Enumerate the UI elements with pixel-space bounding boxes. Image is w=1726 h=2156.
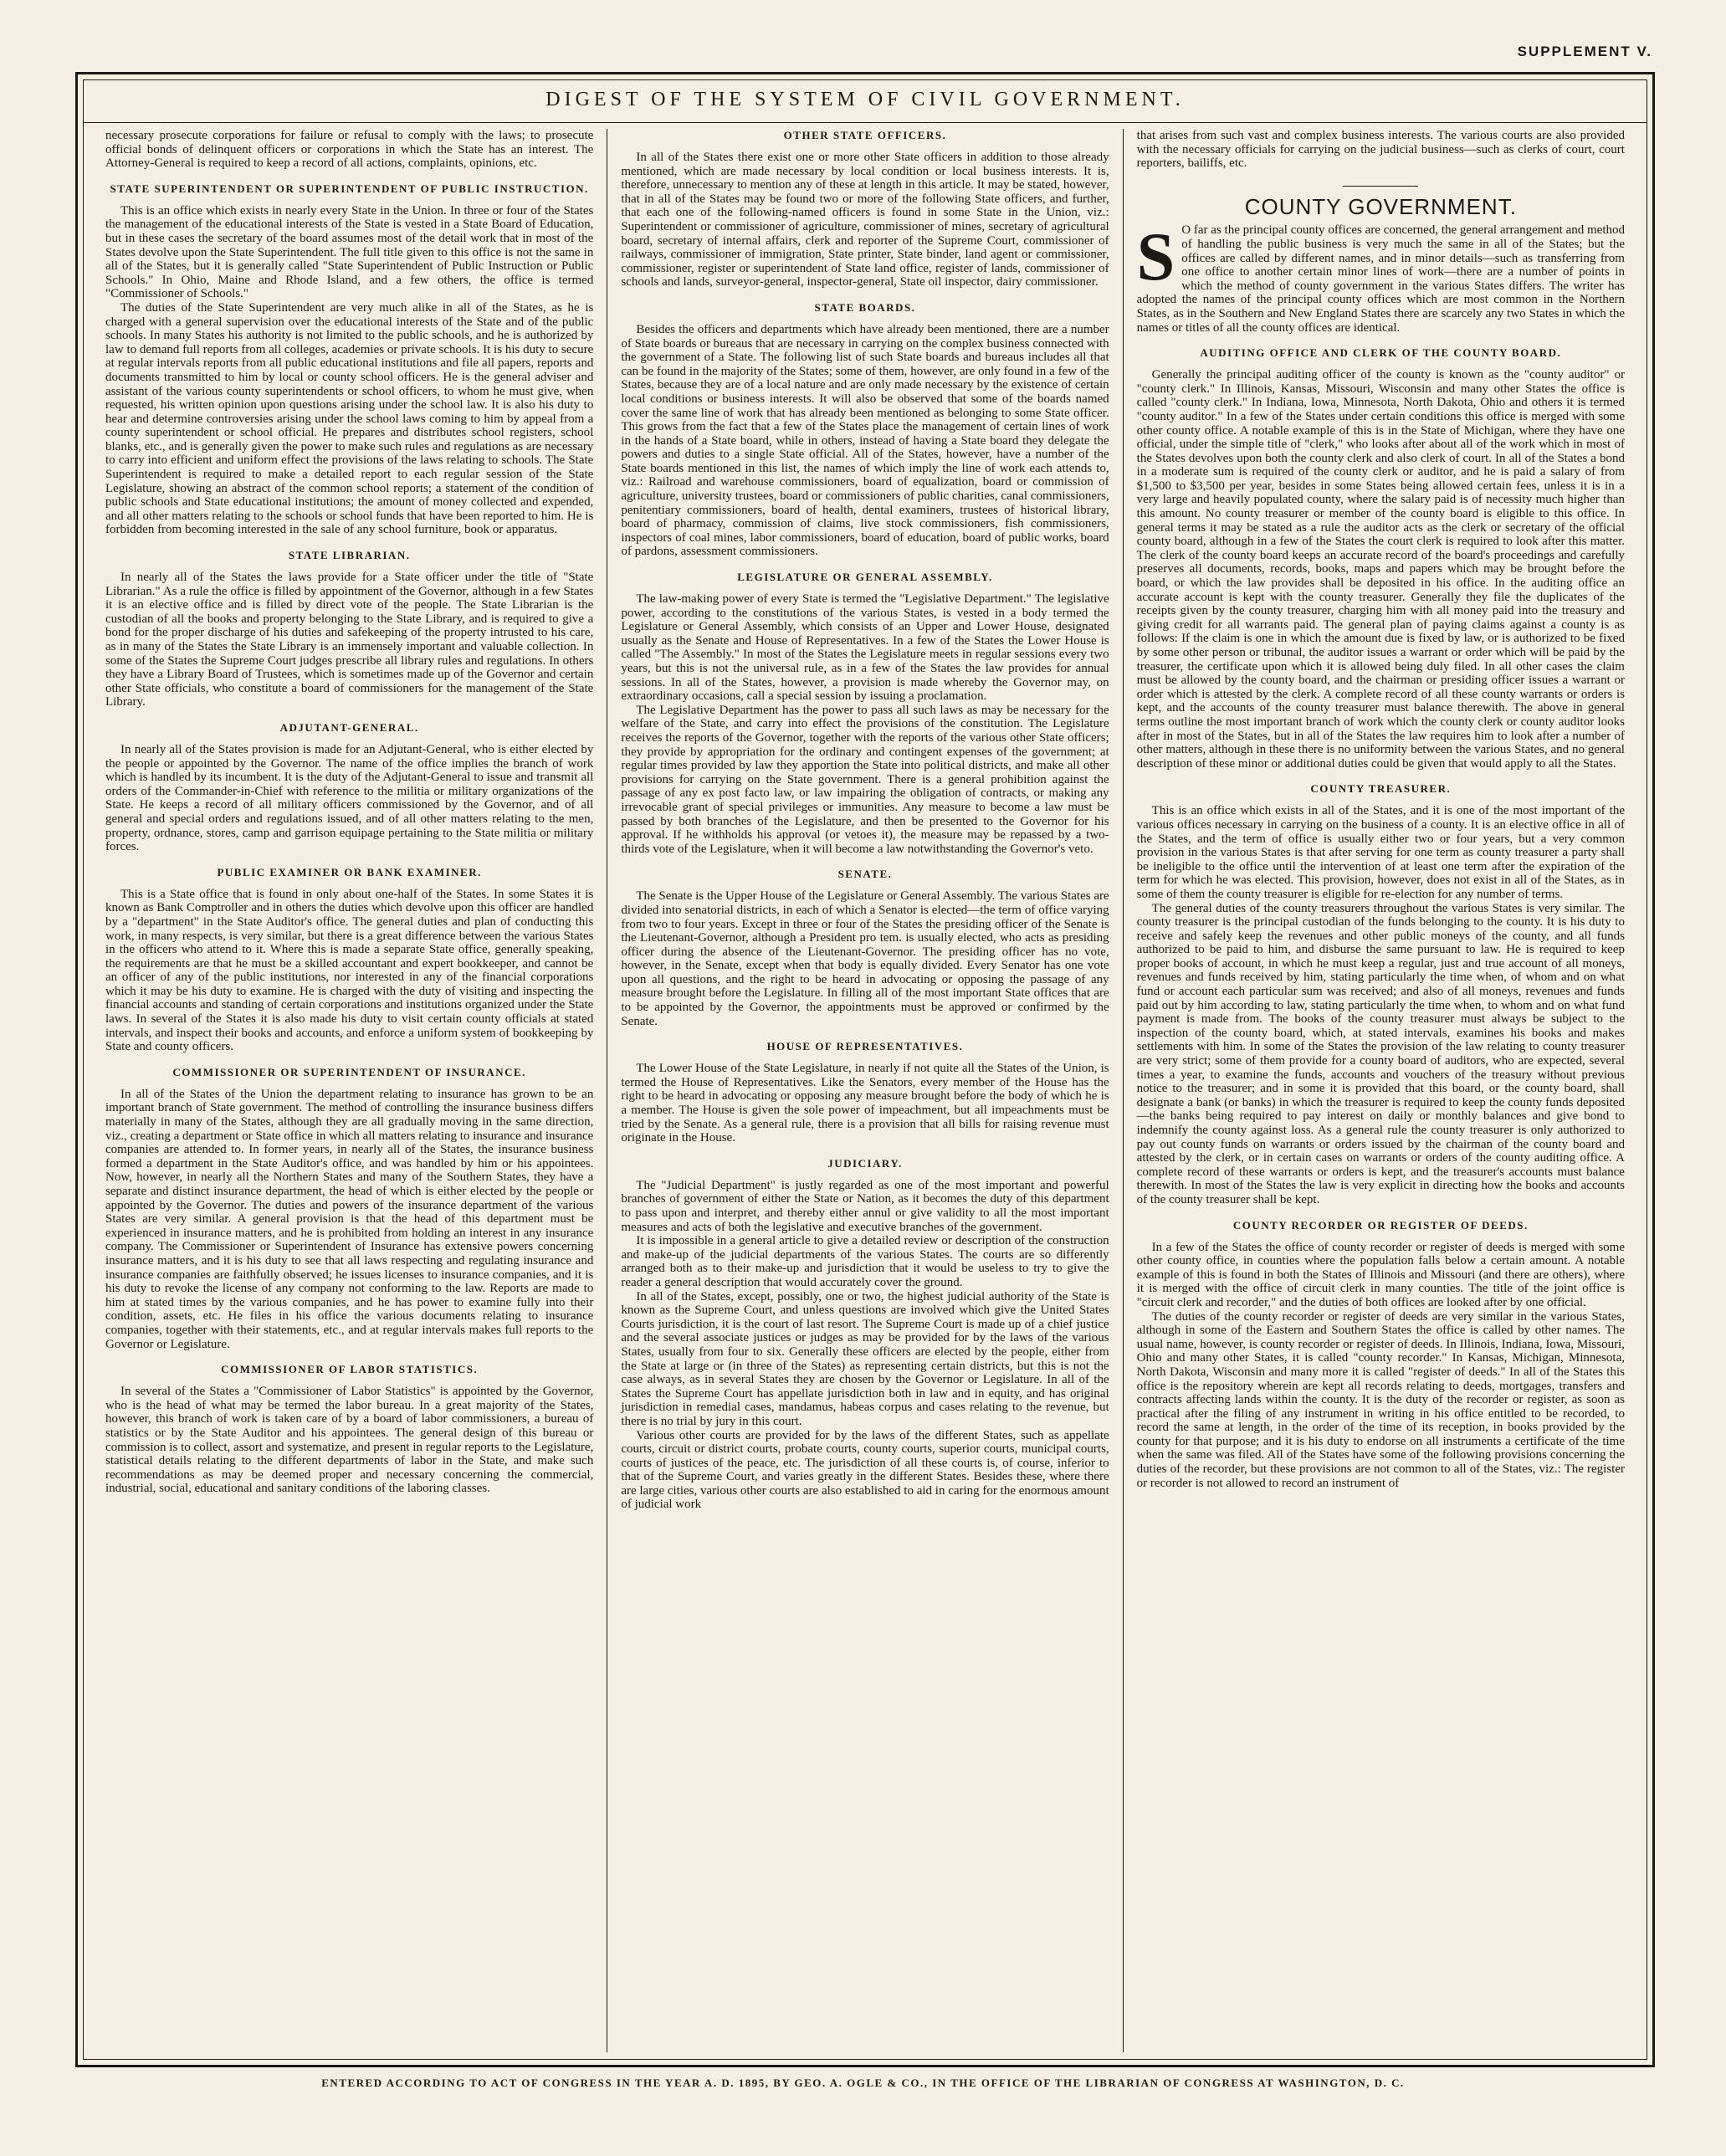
col3-paragraph: The general duties of the county treasurers throughout the various States is very similar. The county treasurer is the principal custodian of the funds belonging to the county. It is his duty to receive and safely keep the revenues and other public moneys of the county, and all funds authorized to be paid to him, and disburse the same pursuant to law. He is required to keep proper books of account, in which he must keep a regular, just and true account of all moneys, revenues and funds received by him, stating particularly the time when, of whom and on what fund or account each particular sum was received; and also of all moneys, revenues and funds paid out by him according to law, stating particularly the time when, to whom and on what fund payment is made from. The books of the county treasurer must always be subject to the inspection of the county board, which, at stated intervals, examines his books and makes settlements with him. In some of the States the provision of the law relating to county treasurer are very strict; some of them provide for a county board of auditors, who are expected, several times a year, to examine the funds, accounts and vouchers of the treasury without previous notice to the treasurer; and in some it is provided that this board, or the county board, shall designate a bank (or banks) in which the treasurer is required to keep the county funds deposited—the banks being required to pay interest on daily or monthly balances and give bond to indemnify the county against loss. As a general rule the county treasurer is only authorized to pay out county funds on warrants or orders issued by the chairman of the county board and attested by the clerk, or in certain cases on warrants or orders of the county auditing office. A complete record of these warrants or orders is kept, and the treasurer's accounts must balance therewith. In most of the States the law is very explicit in directing how the books and accounts of the county treasurer shall be kept. <box>1136 901 1625 1206</box>
col2-paragraph: The Senate is the Upper House of the Legislature or General Assembly. The various States are divided into senatorial districts, in each of which a Senator is elected—the term of office varying from two to four years. Except in three or four of the States the presiding officer of the Senate is the Lieutenant-Governor, although a President pro tem. is usually elected, who acts as presiding officer during the absence of the Lieutenant-Governor. The presiding officer has no vote, however, in the Senate, except when that body is equally divided. Every Senator has one vote upon all questions, and the right to be heard in advocating or opposing the passage of any measure brought before the Legislature. In filling all of the most important State offices that are to be appointed by the Governor, the appointments must be approved or confirmed by the Senate. <box>621 889 1109 1028</box>
page-frame <box>75 72 1655 2067</box>
col1-paragraph: In nearly all of the States the laws provide for a State officer under the title of "State Librarian." As a rule the office is filled by appointment of the Governor, although in a few States it is an elective office and is filled by direct vote of the people. The State Librarian is the custodian of all the books and property belonging to the State Library, and is required to give a bond for the proper discharge of his duties and safekeeping of the property intrusted to his care, as in many of the States the State Library is an immensely important and valuable collection. In some of the States the Supreme Court judges prescribe all library rules and regulations. In others they have a Library Board of Trustees, which is sometimes made up of the Governor and certain other State officials, who constitute a board of commissioners for the management of the State Library. <box>105 571 594 709</box>
col2-paragraph: The Lower House of the State Legislature, in nearly if not quite all the States of the Union, is termed the House of Representatives. Like the Senators, every member of the House has the right to be heard in advocating or opposing any measure brought before the body of which he is a member. The House is given the sole power of impeachment, but all impeachments must be tried by the Senate. As a general rule, there is a provision that all bills for raising revenue must originate in the House. <box>621 1062 1109 1145</box>
col3-opening-text: O far as the principal county offices are concerned, the general arrangement and method of handling the public business is very much the same in all of the States; but the offices are called by different names, and in minor details—such as transferring from one office to another certain minor lines of work—there are a number of points in which the method of county government in the various States differs. The writer has adopted the names of the principal county offices which are most common in the Northern States, as in the Southern and New England States there are scarcely any two States in which the names or titles of all the county offices are identical. <box>1136 223 1625 335</box>
heading-labor-statistics: COMMISSIONER OF LABOR STATISTICS. <box>221 1363 479 1376</box>
col2-paragraph: It is impossible in a general article to give a detailed review or description of the construction and make-up of the judicial departments of the various States. The courts are so differently arranged both as to their make-up and jurisdiction that it would be useless to try to give the reader a general description that would accurately cover the ground. <box>621 1234 1109 1289</box>
heading-senate: SENATE. <box>837 868 893 881</box>
col3-opening-paragraph <box>1136 218 1625 335</box>
column-2 <box>607 129 1122 2052</box>
heading-public-examiner: PUBLIC EXAMINER OR BANK EXAMINER. <box>217 865 482 878</box>
columns <box>92 129 1638 2052</box>
col2-paragraph: Various other courts are provided for by the laws of the different States, such as appellate courts, circuit or district courts, probate courts, county courts, superior courts, municipal courts, courts of justices of the peace, etc. The jurisdiction of all these courts is, of course, inferior to that of the Supreme Court, and varies greatly in the different States. Besides these, where there are large cities, various other courts are also established to aid in caring for the enormous amount of judicial work <box>621 1428 1109 1512</box>
heading-auditing-office: AUDITING OFFICE AND CLERK OF THE COUNTY BOARD. <box>1200 346 1562 360</box>
heading-insurance: COMMISSIONER OR SUPERINTENDENT OF INSURANCE. <box>172 1065 526 1078</box>
heading-house: HOUSE OF REPRESENTATIVES. <box>766 1040 964 1053</box>
heading-state-superintendent: STATE SUPERINTENDENT OR SUPERINTENDENT OF PUBLIC INSTRUCTION. <box>110 182 589 195</box>
col1-paragraph: In nearly all of the States provision is made for an Adjutant-General, who is either elected by the people or appointed by the Governor. The name of the office implies the branch of work which is handled by its incumbent. It is the duty of the Adjutant-General to issue and transmit all orders of the Commander-in-Chief with reference to the militia or military organizations of the State. He keeps a record of all military officers commissioned by the Governor, and of all general and special orders and regulations issued, and of all other matters relating to the men, property, ordnance, stores, camp and garrison equipage pertaining to the State militia or military forces. <box>105 742 594 854</box>
copyright-footer: ENTERED ACCORDING TO ACT OF CONGRESS IN THE YEAR A. D. 1895, BY GEO. A. OGLE & CO., IN THE OFFICE OF THE LIBRARIAN OF CONGRESS AT WASHINGTON, D. C. <box>321 2077 1405 2089</box>
col3-paragraph: This is an office which exists in all of the States, and it is one of the most important of the various offices necessary in carrying on the business of a county. It is an elective office in all of the States, and the term of office is usually either two or four years, but a very common provision in the various States is that after serving for one term as county treasurer a party shall be ineligible to the office until the intervention of at least one term after the expiration of the term for which he was elected. This provision, however, does not exist in all of the States, as in some of them the county treasurer is eligible for re-election for any number of terms. <box>1136 804 1625 901</box>
heading-judiciary: JUDICIARY. <box>827 1156 903 1170</box>
column-3 <box>1123 129 1638 2052</box>
heading-county-treasurer: COUNTY TREASURER. <box>1310 782 1452 796</box>
heading-state-librarian: STATE LIBRARIAN. <box>288 549 411 562</box>
heading-other-state-officers: OTHER STATE OFFICERS. <box>783 129 947 141</box>
col3-intro: that arises from such vast and complex business interests. The various courts are also provided with the necessary officials for carrying on the judicial business—such as clerks of court, court reporters, bailiffs, etc. <box>1136 129 1625 171</box>
supplement-label: SUPPLEMENT V. <box>1517 44 1652 59</box>
col3-paragraph: Generally the principal auditing officer of the county is known as the "county auditor" or "county clerk." In Illinois, Kansas, Missouri, Wisconsin and many other States the office is called "county clerk." In Indiana, Iowa, Minnesota, North Dakota, Ohio and others it is termed "county auditor." In a few of the States under certain conditions this office is merged with some other county office. A notable example of this is in the State of Michigan, where they have one official, under the simple title of "clerk," who looks after about all of the work which in most of the States devolves upon both the county clerk and also clerk of court. In all of the States a bond in a moderate sum is required of the county clerk or auditor, and he is paid a salary of from $1,500 to $3,500 per year, besides in some States being allowed certain fees, unless it is in a very large and heavily populated county, where the salary paid is of necessity much higher than this amount. No county treasurer or member of the county board is eligible to this office. In general terms it may be stated as a rule the auditor acts as the clerk or secretary of the official county board, although in a few of the States the court clerk is required to look after this matter. The clerk of the county board keeps an accurate record of the board's proceedings and carefully preserves all documents, records, books, maps and papers which may be brought before the board, or which the law provides shall be deposited in his office. In the auditing office an accurate account is kept with the county treasurer. Generally they file the duplicates of the receipts given by the county treasurer, charging him with all money paid into the treasury and giving credit for all warrants paid. The general plan of paying claims against a county is as follows: If the claim is one in which the amount due is fixed by law, or is authorized to be fixed by some other person or tribunal, the auditor issues a warrant or order which will be paid by the treasurer, the certificate upon which it is allowed being duly filed. In all other cases the claim must be allowed by the county board, and the chairman or presiding officer issues a warrant or order which is attested by the clerk. A complete record of all these county warrants or orders is kept, and the accounts of the county treasurer must balance therewith. The above in general terms outline the most important branch of work which the county clerk or county auditor looks after in most of the States, but in all of the States the law requires him to look after a number of other matters, although in these there is no uniformity between the various States, and no general description of these minor or additional duties could be given that would apply to all the States. <box>1136 368 1625 771</box>
page-frame-inner <box>83 79 1647 2060</box>
page-title: DIGEST OF THE SYSTEM OF CIVIL GOVERNMENT. <box>545 89 1185 110</box>
col1-intro: necessary prosecute corporations for failure or refusal to comply with the laws; to prosecute official bonds of delinquent officers or corporations in which the State has an interest. The Attorney-General is required to keep a record of all actions, complaints, opinions, etc. <box>105 129 594 171</box>
heading-county-recorder: COUNTY RECORDER OR REGISTER OF DEEDS. <box>1232 1218 1529 1232</box>
heading-adjutant-general: ADJUTANT-GENERAL. <box>279 720 419 734</box>
section-divider <box>1343 186 1418 187</box>
heading-state-boards: STATE BOARDS. <box>814 300 916 314</box>
title-rule <box>84 122 1647 123</box>
column-1 <box>92 129 607 2052</box>
col2-paragraph: The Legislative Department has the power to pass all such laws as may be necessary for the welfare of the State, and carry into effect the provisions of the constitution. The Legislature receives the reports of the Governor, together with the reports of the various other State officers; they provide by appropriation for the ordinary and contingent expenses of the government; at regular times provided by law they apportion the State into political districts, and make all other provisions for carrying on the State government. There is a general prohibition against the passage of any ex post facto law, or law impairing the obligation of contracts, or making any irrevocable grant of special privileges or immunities. Any measure to become a law must be passed by both branches of the Legislature, and then be presented to the Governor for his approval. If he withholds his approval (or vetoes it), the measure may be repassed by a two-thirds vote of the Legislature, when it will become a law notwithstanding the Governor's veto. <box>621 703 1109 856</box>
col3-paragraph: In a few of the States the office of county recorder or register of deeds is merged with some other county office, in counties where the population falls below a certain amount. A notable example of this is found in both the States of Illinois and Missouri (and there are others), where it is merged with the office of circuit clerk in many counties. The title of the joint office is "circuit clerk and recorder," and the duties of both offices are looked after by one official. <box>1136 1240 1625 1309</box>
col2-paragraph: The "Judicial Department" is justly regarded as one of the most important and powerful branches of government of either the State or Nation, as it becomes the duty of this department to pass upon and interpret, and thereby either annul or give validity to all the most important measures and acts of both the legislative and executive branches of the government. <box>621 1178 1109 1234</box>
col1-paragraph: In all of the States of the Union the department relating to insurance has grown to be an important branch of State government. The method of controlling the insurance business differs materially in many of the States, although they are all gradually moving in the same direction, viz., creating a department or State office in which all matters relating to insurance and insurance companies are attended to. In former years, in nearly all of the States, the insurance business formed a department in the State Auditor's office, and was handled by him or his appointees. Now, however, in nearly all the Northern States and many of the Southern States, they have a separate and distinct insurance department, the head of which is either elected by the people or appointed by the Governor. The duties and powers of the insurance department of the various States are very similar. A general provision is that the head of this department must be experienced in insurance matters, and he is prohibited from holding an interest in any insurance company. The Commissioner or Superintendent of Insurance has extensive powers concerning insurance matters, and it is his duty to see that all laws respecting and regulating insurance and insurance companies are faithfully observed; he issues licenses to insurance companies, and it is his duty to revoke the license of any company not conforming to the law. Reports are made to him at stated times by the various companies, and he has power to examine fully into their condition, assets, etc. He files in his office the various documents relating to insurance companies, together with their statements, etc., and at regular intervals makes full reports to the Governor or Legislature. <box>105 1087 594 1351</box>
col1-paragraph: This is an office which exists in nearly every State in the Union. In three or four of the States the management of the educational interests of the State is vested in a State Board of Education, but in these cases the secretary of the board assumes most of the detail work that in most of the States devolve upon the State Superintendent. The full title given to this office is not the same in all of the States, but it is generally called "State Superintendent of Public Instruction or Public Schools." In Ohio, Maine and Rhode Island, and a few others, the office is termed "Commissioner of Schools." <box>105 203 594 301</box>
heading-county-government: COUNTY GOVERNMENT. <box>1244 193 1517 219</box>
col2-paragraph: In all of the States there exist one or more other State officers in addition to those already mentioned, which are made necessary by local condition or local business interests. It is, therefore, unnecessary to mention any of these at length in this article. It may be stated, however, that in all of the States may be found two or more of the following State officers, and further, that each one of the following-named officers is found in some State in the Union, viz.: Superintendent or commissioner of agriculture, commissioner of mines, secretary of agricultural board, secretary of internal affairs, clerk and reporter of the Supreme Court, commissioner of railways, commissioner of immigration, State printer, State binder, land agent or commissioner, commissioner, register or superintendent of State land office, register of lands, commissioner of schools and lands, surveyor-general, inspector-general, State oil inspector, dairy commissioner. <box>621 151 1109 289</box>
col3-paragraph: The duties of the county recorder or register of deeds are very similar in the various States, although in some of the Eastern and Southern States the office is called by other names. The usual name, however, is county recorder or register of deeds. In Illinois, Indiana, Iowa, Missouri, Ohio and many other States, it is called "county recorder." In Kansas, Michigan, Minnesota, North Dakota, Wisconsin and many more it is called "register of deeds." In all of the States this office is the repository wherein are kept all records relating to deeds, mortgages, transfers and contracts affecting lands within the county. It is the duty of the recorder or register, as soon as practical after the filing of any instrument in writing in his office entitled to be recorded, to record the same at length, in the order of the time of its reception, in books provided by the county for that purpose; and it is his duty to endorse on all instruments a certificate of the time when the same was filed. All of the States have some of the following provisions concerning the duties of the recorder, but these provisions are not common to all of the States, viz.: The register or recorder is not allowed to record an instrument of <box>1136 1309 1625 1490</box>
col2-paragraph: The law-making power of every State is termed the "Legislative Department." The legislative power, according to the constitutions of the various States, is vested in a body termed the Legislature or General Assembly, which consists of an Upper and Lower House, designated usually as the Senate and House of Representatives. In a few of the States the Lower House is called "The Assembly." In most of the States the Legislature meets in regular sessions every two years, but this is not the universal rule, as in a few of the States the law provides for annual sessions. In all of the States, however, a provision is made whereby the Governor may, on extraordinary occasions, call a special session by issuing a proclamation. <box>621 592 1109 704</box>
col2-paragraph: Besides the officers and departments which have already been mentioned, there are a number of State boards or bureaus that are necessary in carrying on the complex business connected with the government of a State. The following list of such State boards and bureaus includes all that can be found in the majority of the States; some of them, however, are only found in a few of the States, because they are of a local nature and are only made necessary by the existence of certain local conditions or business interests. It will also be observed that some of the boards named cover the same line of work that has already been mentioned as belonging to some State officer. This grows from the fact that a few of the States place the management of certain lines of work in the hands of a State board, while in others, instead of having a State board they delegate the powers and duties to a single State official. All of the States, however, have a number of the State boards mentioned in this list, the names of which imply the line of work each attends to, viz.: Railroad and warehouse commissioners, board of equalization, board or commission of agriculture, university trustees, board or commissioners of public charities, canal commissioners, penitentiary commissioners, board of health, dental examiners, trustees of historical library, board of pharmacy, commission of claims, live stock commissioners, fish commissioners, inspectors of coal mines, labor commissioners, board of education, board of public works, board of pardons, assessment commissioners. <box>621 322 1109 559</box>
drop-cap: S <box>1136 218 1175 295</box>
col2-paragraph: In all of the States, except, possibly, one or two, the highest judicial authority of the State is known as the Supreme Court, and unless questions are involved which give the United States Courts jurisdiction, it is the court of last resort. The Supreme Court is made up of a chief justice and the several associate justices or judges as may be provided for by the laws of the various States, usually from four to six. Generally these officers are elected by the people, either from the State at large or (in three of the States) as representing certain districts, but this is not the case always, as in several States they are chosen by the Governor or Legislature. In all of the States the Supreme Court has appellate jurisdiction both in law and in equity, and has original jurisdiction in remedial cases, mandamus, habeas corpus and cases relating to the revenue, but there is no trial by jury in this court. <box>621 1289 1109 1428</box>
heading-legislature: LEGISLATURE OR GENERAL ASSEMBLY. <box>737 571 993 584</box>
col1-paragraph: This is a State office that is found in only about one-half of the States. In some States it is known as Bank Comptroller and in others the duties which devolve upon this officer are handled by a "department" in the State Auditor's office. The general duties and plan of conducting this work, in many respects, is very similar, but there is a great difference between the various States in the officers who attend to it. Where this is made a separate State office, generally speaking, the requirements are that he must be a skilled accountant and expert bookkeeper, and cannot be an officer of any of the public institutions, nor interested in any of the financial corporations which it may be his duty to examine. He is charged with the duty of visiting and inspecting the financial accounts and standing of certain corporations and institutions organized under the State laws. In several of the States it is also made his duty to visit certain county officials at stated intervals, and inspect their books and accounts, and enforce a uniform system of bookkeeping by State and county officers. <box>105 887 594 1054</box>
col1-paragraph: The duties of the State Superintendent are very much alike in all of the States, as he is charged with a general supervision over the educational interests of the State and of the public schools. In many States his authority is not limited to the public schools, and he is authorized by law to demand full reports from all colleges, academies or private schools. It is his duty to secure at regular intervals reports from all public educational institutions and file all papers, reports and documents transmitted to him by local or county school officers. He is the general adviser and assistant of the various county superintendents or school officers, to whom he must give, when requested, his written opinion upon questions arising under the school law. It is also his duty to hear and determine controversies arising under the school laws coming to him by appeal from a county superintendent or school official. He prepares and distributes school registers, school blanks, etc., and is generally given the power to make such rules and regulations as are necessary to carry into efficient and uniform effect the provisions of the laws relating to schools. The State Superintendent is required to make a detailed report to each regular session of the State Legislature, showing an abstract of the common school reports; a statement of the condition of public schools and State educational institutions; the amount of money collected and expended, and all other matters relating to the schools or school funds that have been reported to him. He is forbidden from becoming interested in the sale of any school furniture, book or apparatus. <box>105 300 594 537</box>
col1-paragraph: In several of the States a "Commissioner of Labor Statistics" is appointed by the Governor, who is the head of what may be termed the labor bureau. In a great majority of the States, however, this branch of work is taken care of by a board of labor commissioners, a bureau of statistics or by the State Auditor and his appointees. The general design of this bureau or commission is to collect, assort and systematize, and present in regular reports to the Legislature, statistical details relating to the different departments of labor in the State, and make such recommendations as may be deemed proper and necessary concerning the commercial, industrial, social, educational and sanitary conditions of the laboring classes. <box>105 1385 594 1496</box>
